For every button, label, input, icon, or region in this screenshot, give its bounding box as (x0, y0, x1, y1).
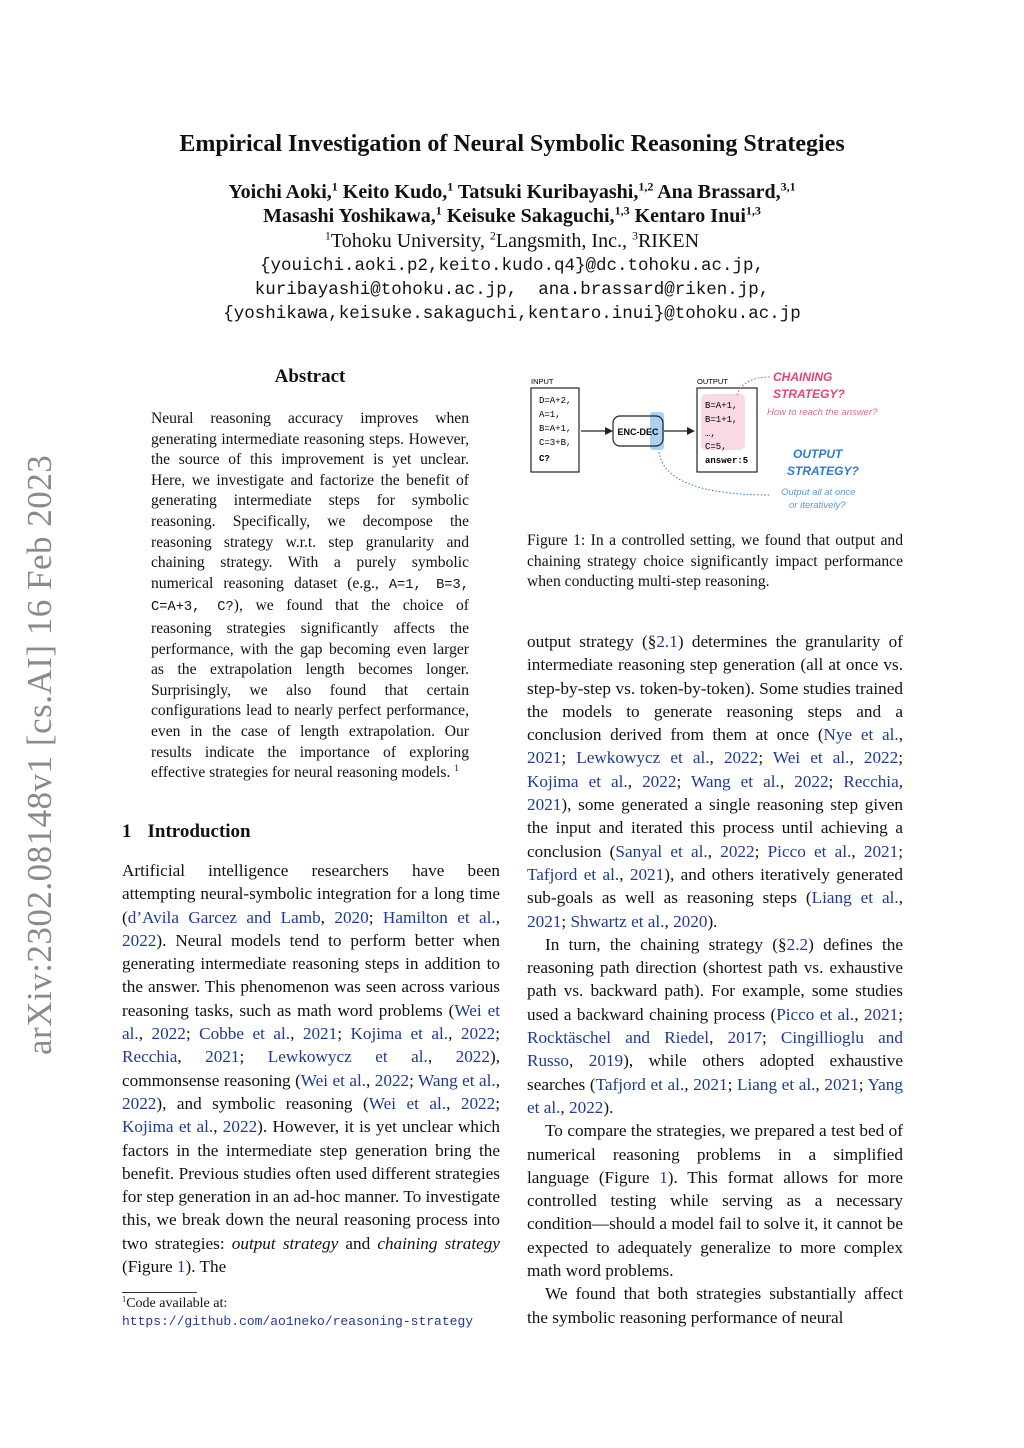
email-line: {youichi.aoki.p2,keito.kudo.q4}@dc.tohoku.ac.jp, (259, 256, 765, 276)
authors-line-2: Masashi Yoshikawa,$^1$ Keisuke Sakaguchi,$^{1,3}$ Kentaro Inui$^{1,3}$ (263, 203, 761, 227)
email-line: {yoshikawa,keisuke.sakaguchi,kentaro.inui}@tohoku.ac.jp (223, 304, 801, 324)
citation-link[interactable]: 2021 (824, 1074, 859, 1094)
superscript: 1 (447, 179, 454, 194)
citation-link[interactable]: Wang et al. (418, 1070, 496, 1090)
citation-link[interactable]: Rocktäschel and Riedel (527, 1028, 710, 1048)
paper-title: Empirical Investigation of Neural Symbolic Reasoning Strategies (179, 131, 845, 157)
citation-link[interactable]: Tafjord et al. (595, 1074, 685, 1094)
citation-link[interactable]: Liang et al. (736, 1074, 816, 1094)
section-number: 1 (122, 821, 132, 842)
citation-link[interactable]: 2021 (205, 1047, 240, 1067)
citation-link[interactable]: 2022 (569, 1097, 604, 1117)
paragraph: In turn, the chaining strategy (§2.2) defines the reasoning path direction (shortest path vs. exhaustive path vs. backward path). For example, some studies used a backward chaining process (Picco et al., 2021; Rocktäschel and Riedel, 2017; Cingillioglu and Russo, 2019), while others adopted exhaustive searches (Tafjord et al., 2021; Liang et al., 2021; Yang et al., 2022). (527, 934, 904, 1117)
svg-text:B=A+1,: B=A+1, (539, 424, 572, 434)
code-text[interactable]: https://github.com/ao1neko/reasoning-strategy (122, 1314, 474, 1329)
superscript: 1 (324, 228, 331, 243)
superscript: 1 (435, 203, 442, 218)
citation-link[interactable]: 2022 (642, 771, 677, 791)
svg-text:C?: C? (539, 454, 550, 464)
superscript: 1 (122, 1294, 127, 1304)
citation-link[interactable]: 2021 (527, 911, 562, 931)
citation-link[interactable]: Picco et al. (767, 841, 852, 861)
citation-link[interactable]: 2022 (222, 1117, 258, 1137)
paragraph: To compare the strategies, we prepared a test bed of numerical reasoning problems in a simplified language (Figure 1). This format allows for more controlled testing while serving as a necessary condition—should a model fail to solve it, it cannot be expected to adequately generalize to more complex math word problems. (527, 1121, 904, 1281)
citation-link[interactable]: Shwartz et al. (570, 911, 665, 931)
citation-link[interactable]: Wei et al. (300, 1070, 367, 1090)
citation-link[interactable]: Kojima et al. (350, 1024, 449, 1044)
citation-link[interactable]: 1 (176, 1257, 186, 1277)
intro-paragraph: Artificial intelligence researchers have been attempting neural-symbolic integration for a long time (d’Avila Garcez and Lamb, 2020; Hamilton et al., 2022). Neural models tend to perform better when generating intermediate reasoning steps in addition to the answer. This phenomenon was seen across various reasoning tasks, such as math word problems (Wei et al., 2022; Cobbe et al., 2021; Kojima et al., 2022; Recchia, 2021; Lewkowycz et al., 2022), commonsense reasoning (Wei et al., 2022; Wang et al., 2022), and symbolic reasoning (Wei et al., 2022; Kojima et al., 2022). However, it is yet unclear which factors in the intermediate step generation bring the benefit. Previous studies often used different strategies for step generation in an ad-hoc manner. To investigate this, we break down the neural reasoning process into two strategies: output strategy and chaining strategy (Figure 1). The (122, 861, 501, 1277)
emphasis: chaining strategy (377, 1233, 500, 1253)
abstract-heading: Abstract (274, 366, 346, 387)
model-label: ENC-DEC (617, 427, 659, 437)
paragraph: We found that both strategies substantially affect the symbolic reasoning performance of neural (527, 1284, 903, 1327)
citation-link[interactable]: Nye et al. (823, 725, 899, 745)
code-text: A=1, B=3, C=A+3, C? (151, 577, 469, 616)
citation-link[interactable]: Wang et al. (690, 771, 780, 791)
superscript: 3 (631, 228, 638, 243)
svg-text:C=3+B,: C=3+B, (539, 438, 572, 448)
authors-line-1: Yoichi Aoki,$^1$ Keito Kudo,$^1$ Tatsuki Kuribayashi,$^{1,2}$ Ana Brassard,$^{3,1}$ (228, 179, 796, 203)
emphasis: output strategy (231, 1233, 339, 1253)
svg-text:STRATEGY?: STRATEGY? (787, 464, 859, 478)
citation-link[interactable]: 2021 (527, 795, 562, 815)
citation-link[interactable]: Wei et al. (122, 1000, 500, 1044)
right-column (527, 630, 903, 1329)
citation-link[interactable]: 2.2 (786, 934, 809, 954)
superscript: 1 (454, 763, 459, 774)
footnote: $^1$Code available at: https://github.com/ao1neko/reasoning-strategy (122, 1294, 474, 1329)
citation-link[interactable]: 2019 (588, 1051, 624, 1071)
citation-link[interactable]: 2022 (720, 841, 755, 861)
superscript: 1 (331, 179, 338, 194)
paragraph: output strategy (§2.1) determines the granularity of intermediate reasoning step generation (all at once vs. step-by-step vs. token-by-token). Some studies trained the models to generate reasoning steps and a conclusion derived from them at once (Nye et al., 2021; Lewkowycz et al., 2022; Wei et al., 2022; Kojima et al., 2022; Wang et al., 2022; Recchia, 2021), some generated a single reasoning step given the input and iterated this process until achieving a conclusion (Sanyal et al., 2022; Picco et al., 2021; Tafjord et al., 2021), and others iteratively generated sub-goals as well as reasoning steps (Liang et al., 2021; Shwartz et al., 2020). (527, 632, 904, 931)
superscript: 2 (489, 228, 496, 243)
svg-text:A=1,: A=1, (539, 410, 561, 420)
chaining-strategy-title (773, 370, 845, 401)
citation-link[interactable]: 2021 (302, 1024, 338, 1044)
section-heading-introduction (122, 821, 267, 843)
affiliations: $^1$Tohoku University, $^2$Langsmith, Inc., $^3$RIKEN (324, 228, 700, 252)
footnote-rule (122, 1292, 197, 1293)
citation-link[interactable]: 2021 (863, 1004, 899, 1024)
input-label: INPUT (531, 377, 554, 386)
citation-link[interactable]: 2022 (151, 1024, 186, 1044)
citation-link[interactable]: 2022 (122, 1093, 157, 1113)
superscript: 1,3 (614, 203, 630, 218)
svg-text:B=A+1,: B=A+1, (705, 401, 738, 411)
citation-link[interactable]: 2022 (723, 748, 759, 768)
svg-text:B=1+1,: B=1+1, (705, 415, 738, 425)
output-question: Output all at once (781, 487, 856, 498)
output-label: OUTPUT (697, 377, 728, 386)
citation-link[interactable]: 2020 (334, 907, 369, 927)
citation-link[interactable]: 2022 (460, 1024, 496, 1044)
svg-text:OUTPUT: OUTPUT (793, 447, 843, 461)
citation-link[interactable]: 2.1 (656, 632, 678, 651)
citation-link[interactable]: Recchia (122, 1047, 178, 1067)
figure-1-diagram (525, 365, 915, 515)
superscript: 1,2 (638, 179, 654, 194)
citation-link[interactable]: 2020 (673, 911, 708, 931)
svg-text:D=A+2,: D=A+2, (539, 396, 572, 406)
citation-link[interactable]: Tafjord et al. (527, 864, 620, 884)
citation-link[interactable]: Wei et al. (368, 1093, 447, 1113)
citation-link[interactable]: Lewkowycz et al. (576, 748, 710, 768)
citation-link[interactable]: Liang et al. (811, 888, 899, 908)
citation-link[interactable]: 2017 (727, 1028, 762, 1048)
svg-text:CHAINING: CHAINING (773, 370, 833, 384)
output-strategy-title (787, 447, 859, 478)
citation-link[interactable]: Lewkowycz et al. (267, 1047, 428, 1067)
citation-link[interactable]: 2021 (693, 1074, 728, 1094)
citation-link[interactable]: Kojima et al. (122, 1117, 214, 1137)
citation-link[interactable]: 2022 (122, 930, 157, 950)
citation-link[interactable]: 2021 (863, 841, 899, 861)
figure-caption: Figure 1: In a controlled setting, we found that output and chaining strategy choice significantly impact performance when conducting multi-step reasoning. (527, 532, 903, 591)
citation-link[interactable]: 2021 (629, 864, 665, 884)
svg-text:answer:5: answer:5 (705, 456, 749, 466)
citation-link[interactable]: Yang et al. (527, 1074, 903, 1117)
citation-link[interactable]: 2022 (374, 1070, 410, 1090)
citation-link[interactable]: Sanyal et al. (615, 841, 708, 861)
superscript: 3,1 (780, 179, 796, 194)
citation-link[interactable]: Kojima et al. (527, 771, 628, 791)
citation-link[interactable]: 2022 (455, 1047, 490, 1067)
svg-text:C=5,: C=5, (705, 442, 727, 452)
svg-text:STRATEGY?: STRATEGY? (773, 387, 845, 401)
citation-link[interactable]: Cingillioglu and Russo (527, 1028, 903, 1071)
arxiv-identifier: arXiv:2302.08148v1 [cs.AI] 16 Feb 2023 (20, 454, 59, 1055)
citation-link[interactable]: Wei et al. (772, 748, 850, 768)
output-question: or iteratively? (789, 500, 846, 511)
abstract-text: Neural reasoning accuracy improves when generating intermediate reasoning steps. However, the source of this improvement is yet unclear. Here, we investigate and factorize the benefit of generating intermediate steps for symbolic reasoning. Specifically, we decompose the reasoning strategy w.r.t. step granularity and chaining strategy. With a purely symbolic numerical reasoning dataset (e.g., A=1, B=3, C=A+3, C?), we found that the choice of reasoning strategies significantly affects the performance, with the gap becoming even larger as the extrapolation length becomes longer. Surprisingly, we also found that certain configurations lead to nearly perfect performance, even in the case of length extrapolation. Our results indicate the importance of exploring effective strategies for neural reasoning models. $^1$ (151, 410, 469, 782)
citation-link[interactable]: 1 (659, 1167, 668, 1187)
section-title: Introduction (147, 821, 251, 842)
svg-text:…,: …, (705, 429, 716, 439)
citation-link[interactable]: 2022 (794, 771, 829, 791)
citation-link[interactable]: 2022 (460, 1093, 496, 1113)
citation-link[interactable]: Picco et al. (776, 1004, 855, 1024)
citation-link[interactable]: 2021 (527, 748, 562, 768)
chaining-question: How to reach the answer? (767, 407, 878, 418)
citation-link[interactable]: 2022 (863, 748, 899, 768)
citation-link[interactable]: Cobbe et al. (199, 1024, 291, 1044)
citation-link[interactable]: d’Avila Garcez and Lamb (127, 907, 321, 927)
email-line: kuribayashi@tohoku.ac.jp, ana.brassard@riken.jp, (254, 280, 770, 300)
citation-link[interactable]: Hamilton et al. (382, 907, 496, 927)
citation-link[interactable]: Recchia (843, 771, 899, 791)
superscript: 1,3 (745, 203, 761, 218)
